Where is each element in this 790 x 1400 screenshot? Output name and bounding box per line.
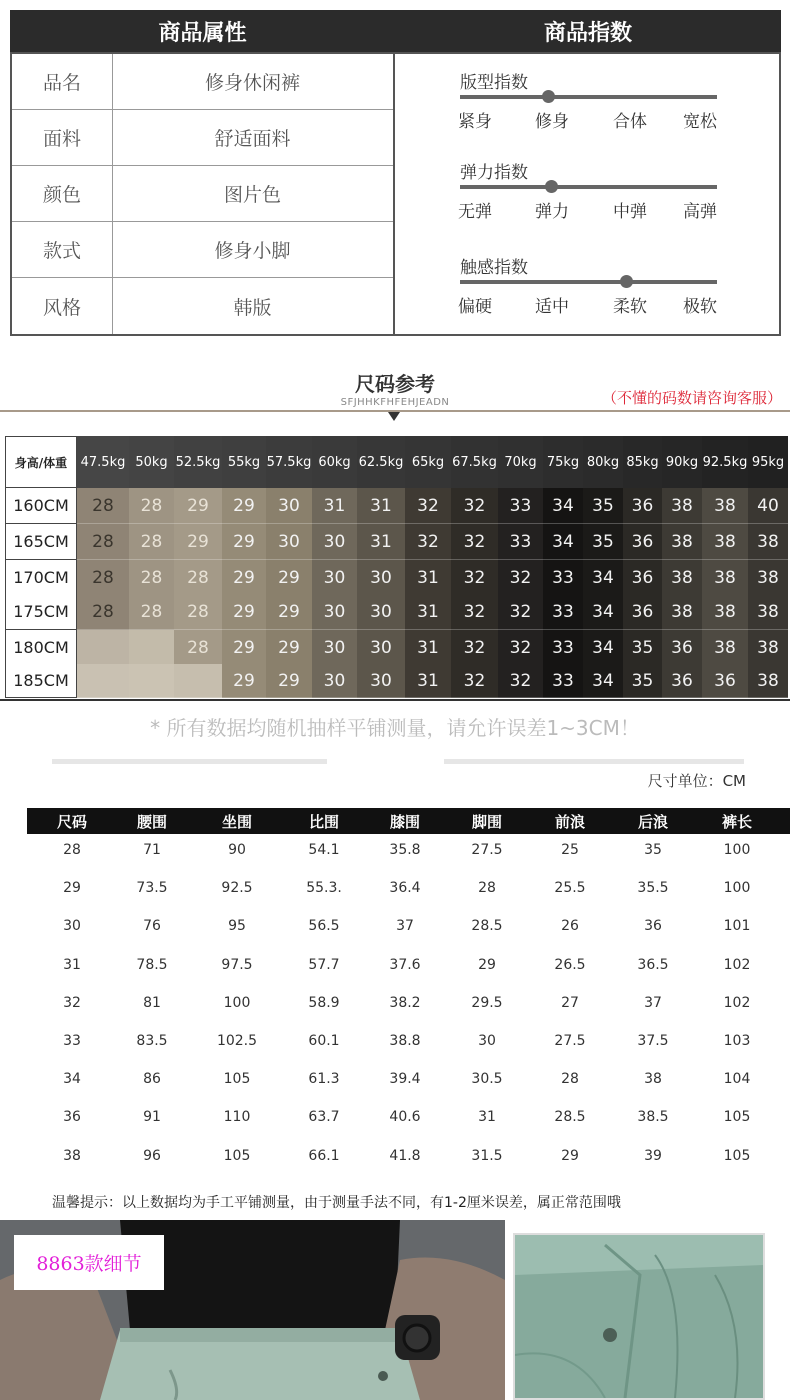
measurement-cell: 63.7 <box>308 1109 340 1126</box>
grid-size-cell: 38 <box>662 594 702 630</box>
measurement-cell: 28.5 <box>554 1109 586 1126</box>
grid-size-cell: 32 <box>451 594 498 630</box>
grid-size-cell: 28 <box>77 560 129 596</box>
measurement-cell: 34 <box>63 1071 81 1088</box>
measurement-cell: 39.4 <box>389 1071 421 1088</box>
grid-size-cell: 30 <box>357 594 405 630</box>
grid-size-cell: 34 <box>583 630 623 666</box>
measurement-cell: 57.7 <box>308 956 340 973</box>
grid-size-cell: 35 <box>583 488 623 524</box>
index-slider <box>460 95 717 99</box>
measurement-cell: 39 <box>644 1147 662 1164</box>
attribute-label: 品名 <box>12 54 113 109</box>
indices-header <box>395 10 781 52</box>
measurement-cell: 73.5 <box>136 880 168 897</box>
measurement-cell: 58.9 <box>308 994 340 1011</box>
grid-size-cell: 32 <box>451 488 498 524</box>
grid-size-cell: 32 <box>498 630 543 666</box>
measurement-cell: 37 <box>396 918 414 935</box>
index-option: 宽松 <box>683 112 717 132</box>
attributes-table <box>10 52 395 336</box>
grid-weight-header: 47.5kg <box>77 436 129 488</box>
grid-size-cell: 29 <box>222 560 266 596</box>
index-option: 修身 <box>535 112 569 132</box>
index-title: 触感指数 <box>460 258 528 278</box>
measurement-cell: 78.5 <box>136 956 168 973</box>
measurement-cell: 32 <box>63 994 81 1011</box>
measurement-cell: 66.1 <box>308 1147 340 1164</box>
grid-size-cell: 33 <box>543 594 583 630</box>
grid-weight-header: 67.5kg <box>451 436 498 488</box>
measurement-cell: 91 <box>143 1109 161 1126</box>
index-option: 高弹 <box>683 202 717 222</box>
attribute-row <box>12 166 393 222</box>
grid-size-cell: 30 <box>357 560 405 596</box>
grid-height-label: 180CM <box>5 630 77 666</box>
grid-height-label: 170CM <box>5 560 77 596</box>
grid-size-cell: 38 <box>702 630 748 666</box>
grid-weight-header: 75kg <box>543 436 583 488</box>
measurement-cell: 38 <box>644 1071 662 1088</box>
attribute-label: 款式 <box>12 222 113 277</box>
measurement-cell: 28.5 <box>471 918 503 935</box>
grid-size-cell: 35 <box>623 630 662 666</box>
measurement-cell: 95 <box>228 918 246 935</box>
index-option: 柔软 <box>613 297 647 317</box>
measurement-cell: 30 <box>478 1033 496 1049</box>
grid-size-cell: 28 <box>77 488 129 524</box>
grid-size-cell: 32 <box>405 524 451 560</box>
grid-size-cell: 36 <box>662 664 702 698</box>
grid-weight-header: 55kg <box>222 436 266 488</box>
grid-size-cell: 29 <box>222 488 266 524</box>
attribute-row <box>12 54 393 110</box>
grid-weight-header: 92.5kg <box>702 436 748 488</box>
grid-size-cell <box>129 630 174 666</box>
measurement-cell: 105 <box>723 1147 751 1164</box>
grid-weight-header: 57.5kg <box>266 436 312 488</box>
divider-arrow-icon <box>388 412 400 421</box>
corner-label-text: 身高/体重 <box>14 455 68 470</box>
grid-size-cell: 32 <box>405 488 451 524</box>
grid-size-cell: 30 <box>312 524 357 560</box>
grid-size-cell: 28 <box>129 594 174 630</box>
attribute-label: 风格 <box>12 278 113 334</box>
measurement-cell: 102 <box>723 956 751 973</box>
attribute-value: 修身休闲裤 <box>204 72 300 94</box>
measurement-cell: 30.5 <box>471 1071 503 1088</box>
grid-size-cell: 33 <box>498 524 543 560</box>
measurement-column-header: 腰围 <box>136 812 167 831</box>
measurement-cell: 40.6 <box>389 1109 421 1126</box>
measurement-cell: 25 <box>561 842 579 858</box>
grid-size-cell: 28 <box>174 594 222 630</box>
measurement-tip: 温馨提示：以上数据均为手工平铺测量，由于测量手法不同，有1-2厘米误差，属正常范围哦 <box>52 1195 621 1211</box>
grid-weight-header: 50kg <box>129 436 174 488</box>
grid-size-cell: 30 <box>357 630 405 666</box>
measurement-cell: 27.5 <box>471 842 503 858</box>
grid-size-cell: 38 <box>702 524 748 560</box>
measurement-cell: 100 <box>723 842 751 858</box>
measurement-cell: 54.1 <box>308 842 340 858</box>
grid-size-cell: 30 <box>312 630 357 666</box>
measurement-column-header: 脚围 <box>471 812 502 831</box>
measurement-cell: 104 <box>723 1071 751 1088</box>
measurement-cell: 37.6 <box>389 956 421 973</box>
grid-size-cell: 30 <box>266 524 312 560</box>
model-photo <box>0 1220 505 1400</box>
grid-size-cell: 31 <box>405 630 451 666</box>
pants-closeup-illustration <box>515 1235 763 1398</box>
index-marker <box>545 180 558 193</box>
grid-size-cell <box>174 664 222 698</box>
index-title: 弹力指数 <box>460 163 528 183</box>
attribute-row <box>12 110 393 166</box>
measurement-column-header: 膝围 <box>389 812 420 831</box>
grid-size-cell <box>129 664 174 698</box>
measurement-cell: 38.2 <box>389 994 421 1011</box>
grid-size-cell: 38 <box>748 560 788 596</box>
measurement-cell: 96 <box>143 1147 161 1164</box>
grid-size-cell: 38 <box>662 524 702 560</box>
grid-size-cell: 31 <box>405 664 451 698</box>
measurement-column-header: 后浪 <box>637 812 668 831</box>
measurement-cell: 105 <box>223 1071 251 1088</box>
grid-size-cell: 28 <box>174 630 222 666</box>
decor-line <box>444 759 744 764</box>
measurement-cell: 100 <box>223 994 251 1011</box>
grid-size-cell: 32 <box>498 594 543 630</box>
attributes-title: 商品属性 <box>158 20 247 46</box>
grid-size-cell: 38 <box>702 594 748 630</box>
grid-size-cell <box>77 664 129 698</box>
measurement-cell: 28 <box>478 880 496 897</box>
grid-size-cell: 29 <box>266 664 312 698</box>
measurement-cell: 55.3. <box>306 880 342 897</box>
index-option: 合体 <box>613 112 647 132</box>
grid-size-cell: 36 <box>662 630 702 666</box>
measurement-cell: 97.5 <box>221 956 253 973</box>
measurement-cell: 56.5 <box>308 918 340 935</box>
measurement-cell: 37 <box>644 994 662 1011</box>
measurement-cell: 83.5 <box>136 1033 168 1049</box>
grid-size-cell: 34 <box>583 594 623 630</box>
disclaimer-text: * 所有数据均随机抽样平铺测量，请允许误差1~3CM！ <box>150 716 640 740</box>
size-reference-subtitle: SFJHHKFHFEHJEADN <box>340 397 450 408</box>
pants-closeup-photo <box>513 1233 765 1400</box>
size-grid <box>5 436 790 700</box>
grid-size-cell: 38 <box>702 488 748 524</box>
measurement-cell: 28 <box>63 842 81 858</box>
measurement-cell: 100 <box>723 880 751 897</box>
grid-size-cell: 32 <box>451 664 498 698</box>
grid-size-cell: 35 <box>623 664 662 698</box>
grid-weight-header: 90kg <box>662 436 702 488</box>
grid-size-cell: 36 <box>623 594 662 630</box>
grid-size-cell: 36 <box>702 664 748 698</box>
grid-size-cell: 38 <box>702 560 748 596</box>
measurement-cell: 29.5 <box>471 994 503 1011</box>
grid-size-cell: 29 <box>222 630 266 666</box>
measurement-column-header: 比围 <box>308 812 339 831</box>
measurement-cell: 36 <box>644 918 662 935</box>
grid-size-cell <box>77 630 129 666</box>
measurement-cell: 31 <box>63 956 81 973</box>
grid-size-cell: 36 <box>623 488 662 524</box>
attribute-label: 颜色 <box>12 166 113 221</box>
measurement-cell: 35.5 <box>637 880 669 897</box>
measurement-column-header: 坐围 <box>221 812 252 831</box>
grid-size-cell: 29 <box>174 524 222 560</box>
grid-size-cell: 32 <box>498 664 543 698</box>
attribute-value: 图片色 <box>223 184 281 206</box>
measurement-cell: 38.8 <box>389 1033 421 1049</box>
index-slider <box>460 280 717 284</box>
measurement-cell: 35.8 <box>389 842 421 858</box>
index-marker <box>620 275 633 288</box>
measurement-cell: 81 <box>143 994 161 1011</box>
detail-tag <box>14 1235 164 1290</box>
grid-size-cell: 34 <box>583 664 623 698</box>
size-reference-title: 尺码参考 <box>355 372 435 396</box>
grid-size-cell: 33 <box>498 488 543 524</box>
measurement-column-header: 裤长 <box>721 812 752 831</box>
attribute-label: 面料 <box>12 110 113 165</box>
index-slider <box>460 185 717 189</box>
attribute-row <box>12 222 393 278</box>
grid-size-cell: 38 <box>662 560 702 596</box>
index-option: 紧身 <box>458 112 492 132</box>
indices-title: 商品指数 <box>543 20 632 46</box>
measurement-cell: 38 <box>63 1147 81 1164</box>
grid-size-cell: 29 <box>174 488 222 524</box>
measurement-cell: 37.5 <box>637 1033 669 1049</box>
measurement-cell: 71 <box>143 842 161 858</box>
grid-size-cell: 31 <box>405 594 451 630</box>
measurement-cell: 26.5 <box>554 956 586 973</box>
measurement-column-header: 尺码 <box>56 812 87 831</box>
grid-size-cell: 28 <box>129 524 174 560</box>
measurement-cell: 41.8 <box>389 1147 421 1164</box>
grid-size-cell: 30 <box>312 560 357 596</box>
grid-size-cell: 32 <box>451 560 498 596</box>
index-option: 适中 <box>535 297 569 317</box>
measurement-cell: 90 <box>228 842 246 858</box>
grid-weight-header: 85kg <box>623 436 662 488</box>
grid-size-cell: 35 <box>583 524 623 560</box>
measurement-cell: 38.5 <box>637 1109 669 1126</box>
grid-size-cell: 31 <box>357 524 405 560</box>
index-marker <box>542 90 555 103</box>
grid-size-cell: 29 <box>222 594 266 630</box>
measurement-cell: 92.5 <box>221 880 253 897</box>
grid-size-cell: 28 <box>77 524 129 560</box>
measurement-cell: 35 <box>644 842 662 858</box>
grid-size-cell: 31 <box>357 488 405 524</box>
grid-size-cell: 29 <box>266 594 312 630</box>
measurement-cell: 25.5 <box>554 880 586 897</box>
measurement-cell: 30 <box>63 918 81 935</box>
attribute-row <box>12 278 393 334</box>
measurement-cell: 61.3 <box>308 1071 340 1088</box>
grid-size-cell: 32 <box>498 560 543 596</box>
index-option: 无弹 <box>458 202 492 222</box>
measurement-cell: 76 <box>143 918 161 935</box>
index-option: 偏硬 <box>458 297 492 317</box>
grid-size-cell: 29 <box>266 560 312 596</box>
grid-weight-header: 70kg <box>498 436 543 488</box>
measurement-header <box>27 808 790 834</box>
grid-weight-header: 65kg <box>405 436 451 488</box>
grid-weight-header: 62.5kg <box>357 436 405 488</box>
grid-size-cell: 28 <box>174 560 222 596</box>
measurement-cell: 26 <box>561 918 579 935</box>
grid-height-label: 175CM <box>5 594 77 630</box>
measurement-cell: 105 <box>723 1109 751 1126</box>
measurement-column-header: 前浪 <box>554 812 585 831</box>
grid-size-cell: 30 <box>266 488 312 524</box>
grid-size-cell: 28 <box>129 560 174 596</box>
size-help-note: （不懂的码数请咨询客服） <box>601 389 782 407</box>
grid-size-cell: 38 <box>748 594 788 630</box>
measurement-cell: 36.4 <box>389 880 421 897</box>
grid-weight-header: 95kg <box>748 436 788 488</box>
grid-size-cell: 30 <box>312 664 357 698</box>
grid-size-cell: 28 <box>129 488 174 524</box>
grid-size-cell: 30 <box>312 594 357 630</box>
grid-size-cell: 38 <box>662 488 702 524</box>
grid-size-cell: 30 <box>357 664 405 698</box>
grid-size-cell: 38 <box>748 630 788 666</box>
grid-size-cell: 36 <box>623 524 662 560</box>
measurement-cell: 103 <box>723 1033 751 1049</box>
grid-size-cell: 32 <box>451 524 498 560</box>
measurement-cell: 102.5 <box>216 1033 258 1049</box>
grid-size-cell: 29 <box>222 664 266 698</box>
index-title: 版型指数 <box>460 73 528 93</box>
measurement-cell: 105 <box>223 1147 251 1164</box>
grid-size-cell: 32 <box>451 630 498 666</box>
decor-line <box>52 759 327 764</box>
measurement-cell: 33 <box>63 1033 81 1049</box>
index-option: 极软 <box>683 297 717 317</box>
grid-height-label: 165CM <box>5 524 77 560</box>
detail-tag-text: 8863款细节 <box>36 1253 142 1275</box>
measurement-cell: 110 <box>223 1109 251 1126</box>
index-option: 弹力 <box>535 202 569 222</box>
measurement-cell: 29 <box>478 956 496 973</box>
measurement-cell: 36 <box>63 1109 81 1126</box>
measurement-cell: 29 <box>63 880 81 897</box>
grid-weight-header: 60kg <box>312 436 357 488</box>
grid-size-cell: 34 <box>583 560 623 596</box>
grid-size-cell: 34 <box>543 488 583 524</box>
measurement-cell: 36.5 <box>637 956 669 973</box>
grid-size-cell: 33 <box>543 630 583 666</box>
grid-size-cell: 38 <box>748 664 788 698</box>
grid-weight-header: 80kg <box>583 436 623 488</box>
index-option: 中弹 <box>613 202 647 222</box>
measurement-cell: 29 <box>561 1147 579 1164</box>
grid-size-cell: 38 <box>748 524 788 560</box>
grid-size-cell: 31 <box>405 560 451 596</box>
measurement-cell: 60.1 <box>308 1033 340 1049</box>
measurement-cell: 86 <box>143 1071 161 1088</box>
grid-height-label: 185CM <box>5 664 77 698</box>
measurement-cell: 101 <box>723 918 751 935</box>
attribute-value: 修身小脚 <box>214 240 291 262</box>
measurement-cell: 27 <box>561 994 579 1011</box>
grid-size-cell: 28 <box>77 594 129 630</box>
measurement-cell: 31 <box>478 1109 496 1126</box>
measurement-cell: 102 <box>723 994 751 1011</box>
grid-size-cell: 33 <box>543 664 583 698</box>
measurement-cell: 28 <box>561 1071 579 1088</box>
attribute-value: 韩版 <box>233 296 272 319</box>
grid-bottom-rule <box>0 699 790 701</box>
measurement-cell: 31.5 <box>471 1147 503 1164</box>
grid-size-cell: 29 <box>266 630 312 666</box>
grid-corner-label <box>5 436 77 488</box>
grid-size-cell: 29 <box>222 524 266 560</box>
grid-size-cell: 33 <box>543 560 583 596</box>
unit-label: 尺寸单位：CM <box>647 772 746 790</box>
grid-size-cell: 40 <box>748 488 788 524</box>
attribute-value: 舒适面料 <box>214 128 291 150</box>
grid-height-label: 160CM <box>5 488 77 524</box>
attributes-header <box>10 10 395 52</box>
grid-size-cell: 34 <box>543 524 583 560</box>
indices-panel <box>395 52 781 336</box>
grid-size-cell: 31 <box>312 488 357 524</box>
grid-weight-header: 52.5kg <box>174 436 222 488</box>
measurement-cell: 27.5 <box>554 1033 586 1049</box>
grid-size-cell: 36 <box>623 560 662 596</box>
